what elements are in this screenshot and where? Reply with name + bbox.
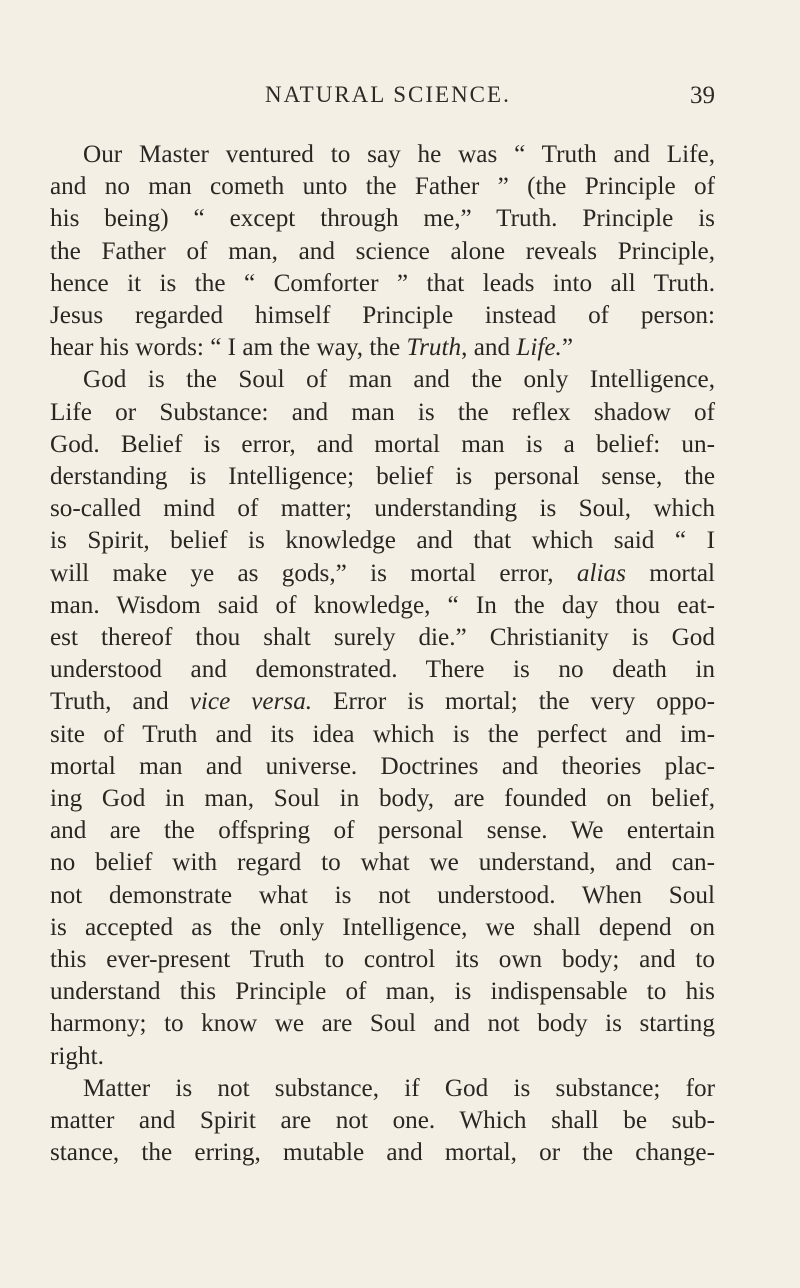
text-line: the Father of man, and science alone reveals Principle, — [50, 237, 715, 265]
paragraph-2 — [50, 364, 715, 1072]
text-line: this ever-present Truth to control its own body; and to — [50, 946, 715, 974]
text-line: site of Truth and its idea which is the perfect and im- — [50, 720, 715, 748]
text-line: hence it is the “ Comforter ” that leads into all Truth. — [50, 269, 715, 297]
italic-run: Truth — [406, 334, 462, 362]
text-line: man. Wisdom said of knowledge, “ In the day thou eat- — [50, 591, 715, 619]
text-line: his being) “ except through me,” Truth. Principle is — [50, 205, 715, 233]
paragraph-3 — [50, 1073, 715, 1170]
text-line: is Spirit, belief is knowledge and that which said “ I — [50, 527, 715, 555]
text-run: Error is mortal; the very oppo- — [312, 688, 716, 716]
text-line: mortal man and universe. Doctrines and theories plac- — [50, 752, 715, 780]
text-line — [50, 558, 715, 590]
text-line — [50, 332, 715, 364]
italic-run: Life. — [516, 334, 562, 362]
text-line: not demonstrate what is not understood. When Soul — [50, 881, 715, 909]
italic-run: vice versa. — [189, 688, 313, 716]
text-run: ” — [561, 334, 574, 362]
text-line: harmony; to know we are Soul and not body is starting — [50, 1010, 715, 1038]
text-line: no belief with regard to what we understand, and can- — [50, 849, 715, 877]
text-line: right. — [50, 1042, 104, 1070]
text-line: ing God in man, Soul in body, are founded on belief, — [50, 785, 715, 813]
text-line: Our Master ventured to say he was “ Truth and Life, — [83, 141, 715, 168]
page-number: 39 — [690, 82, 715, 109]
text-line: so-called mind of matter; understanding is Soul, which — [50, 495, 715, 523]
paragraph-1 — [50, 139, 715, 364]
text-line: stance, the erring, mutable and mortal, or the change- — [50, 1139, 715, 1167]
text-run: , and — [461, 334, 517, 362]
text-run: mortal — [625, 559, 715, 587]
text-line: and are the offspring of personal sense. We entertain — [50, 817, 715, 845]
text-line: matter and Spirit are not one. Which shall be sub- — [50, 1107, 715, 1135]
text-run: will make ye as gods,” is mortal error, — [50, 559, 577, 587]
text-line — [50, 686, 715, 718]
text-line: God is the Soul of man and the only Intelligence, — [83, 366, 715, 394]
text-line: understood and demonstrated. There is no death in — [50, 656, 715, 684]
text-line: God. Belief is error, and mortal man is a belief: un- — [50, 430, 715, 458]
italic-run: alias — [576, 559, 626, 587]
text-line: derstanding is Intelligence; belief is personal sense, the — [50, 463, 715, 491]
text-line: and no man cometh unto the Father ” (the Principle of — [50, 173, 715, 201]
text-line: Matter is not substance, if God is substance; for — [83, 1074, 715, 1102]
page-header — [50, 82, 715, 112]
text-line: Life or Substance: and man is the reflex shadow of — [50, 398, 715, 426]
text-run: hear his words: “ I am the way, the — [50, 334, 407, 362]
text-run: Truth, and — [50, 688, 190, 716]
body-text — [50, 139, 715, 1170]
text-line: is accepted as the only Intelligence, we shall depend on — [50, 913, 715, 941]
text-line: Jesus regarded himself Principle instead of person: — [50, 302, 715, 330]
text-line: understand this Principle of man, is indispensable to his — [50, 978, 715, 1006]
text-line: est thereof thou shalt surely die.” Christianity is God — [50, 624, 715, 652]
running-title: NATURAL SCIENCE. — [265, 82, 511, 107]
